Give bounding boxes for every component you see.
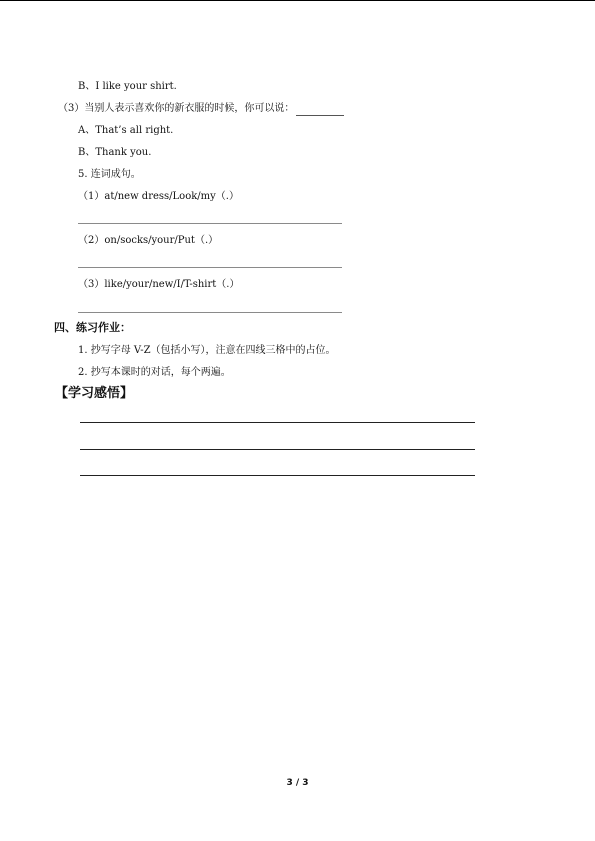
answer-line-1[interactable] <box>78 223 342 224</box>
answer-line-3[interactable] <box>78 312 342 313</box>
homework-task-1: 1. 抄写字母 V-Z（包括小写），注意在四线三格中的占位。 <box>78 345 336 356</box>
choice-b-like-shirt: B、I like your shirt. <box>78 81 177 92</box>
reflection-title: 【学习感悟】 <box>55 386 134 401</box>
sentence-3: （3）like/your/new/I/T-shirt（.） <box>78 279 240 290</box>
homework-title: 四、练习作业： <box>54 321 131 334</box>
answer-line-2[interactable] <box>78 267 342 268</box>
sentence-1: （1）at/new dress/Look/my（.） <box>78 191 239 202</box>
item-5-heading: 5. 连词成句。 <box>78 169 141 180</box>
choice-b-thank-you: B、Thank you. <box>78 147 152 158</box>
reflection-line-3[interactable] <box>80 475 475 476</box>
question-3 <box>58 102 344 116</box>
choice-a-thats-all-right: A、That’s all right. <box>78 125 174 136</box>
reflection-line-2[interactable] <box>80 449 475 450</box>
page-number: 3 / 3 <box>286 778 309 788</box>
question-3-text: （3）当别人表示喜欢你的新衣服的时候，你可以说： <box>58 103 295 114</box>
answer-blank[interactable] <box>296 104 344 116</box>
sentence-2: （2）on/socks/your/Put（.） <box>78 235 219 246</box>
reflection-line-1[interactable] <box>80 422 475 423</box>
homework-task-2: 2. 抄写本课时的对话，每个两遍。 <box>78 367 231 378</box>
page-top-border <box>0 0 595 1</box>
